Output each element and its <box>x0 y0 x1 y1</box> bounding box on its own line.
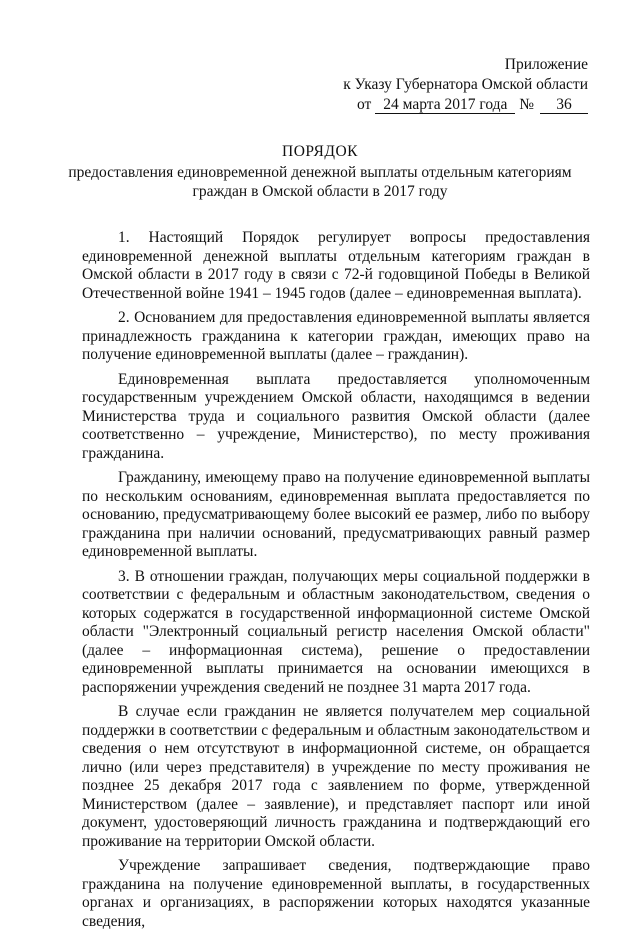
decree-number: 36 <box>540 97 588 114</box>
document-subtitle: предоставления единовременной денежной выплаты отдельным категориям граждан в Омской области в 2017 году <box>68 164 572 200</box>
document-title: ПОРЯДОК <box>282 143 358 160</box>
appendix-date-line <box>343 95 588 115</box>
appendix-decree-ref: к Указу Губернатора Омской области <box>343 76 588 93</box>
appendix-label: Приложение <box>504 56 588 73</box>
paragraph: Гражданину, имеющему право на получение единовременной выплаты по нескольким основаниям, единовременная выплата предоставляется по основанию, предусматривающему более высокий ее размер, либо по выбору гражданина при наличии оснований, предусматривающих равный размер единовременной выплаты. <box>82 469 590 560</box>
paragraph: 2. Основанием для предоставления единовременной выплаты является принадлежность гражданина к категории граждан, имеющих право на получение единовременной выплаты (далее – гражданин). <box>82 309 590 363</box>
document-body <box>82 229 590 937</box>
appendix-header <box>343 55 588 115</box>
paragraph: 1. Настоящий Порядок регулирует вопросы предоставления единовременной денежной выплаты отдельным категориям граждан в Омской области в 2017 году в связи с 72-й годовщиной Победы в Великой Отечественной войне 1941 – 1945 годов (далее – единовременная выплата). <box>82 229 590 302</box>
from-label: от <box>357 96 372 113</box>
paragraph: Единовременная выплата предоставляется уполномоченным государственным учреждением Омской области, находящимся в ведении Министерства труда и социального развития Омской области (далее соответственно – учреждение, Министерство), по месту проживания гражданина. <box>82 370 590 462</box>
paragraph: Учреждение запрашивает сведения, подтверждающие право гражданина на получение единовременной выплаты, в государственных органах и организациях, в распоряжении которых находятся указанные сведения, <box>82 857 590 930</box>
number-label: № <box>519 96 534 113</box>
paragraph: В случае если гражданин не является получателем мер социальной поддержки в соответствии с федеральным и областным законодательством и сведения о нем отсутствуют в информационной системе, он обращается лично (или через представителя) в учреждение по месту проживания не позднее 25 декабря 2017 года с заявлением по форме, утвержденной Министерством (далее – заявление), и представляет паспорт или иной документ, удостоверяющий личность гражданина и подтверждающий его проживание на территории Омской области. <box>82 703 590 850</box>
paragraph: 3. В отношении граждан, получающих меры социальной поддержки в соответствии с федеральным и областным законодательством, сведения о которых содержатся в государственной информационной системе Омской области "Электронный социальный регистр населения Омской области" (далее – информационная система), решение о предоставлении единовременной выплаты принимается на основании имеющихся в распоряжении учреждения сведений не позднее 31 марта 2017 года. <box>82 567 590 696</box>
decree-date: 24 марта 2017 года <box>375 97 515 114</box>
